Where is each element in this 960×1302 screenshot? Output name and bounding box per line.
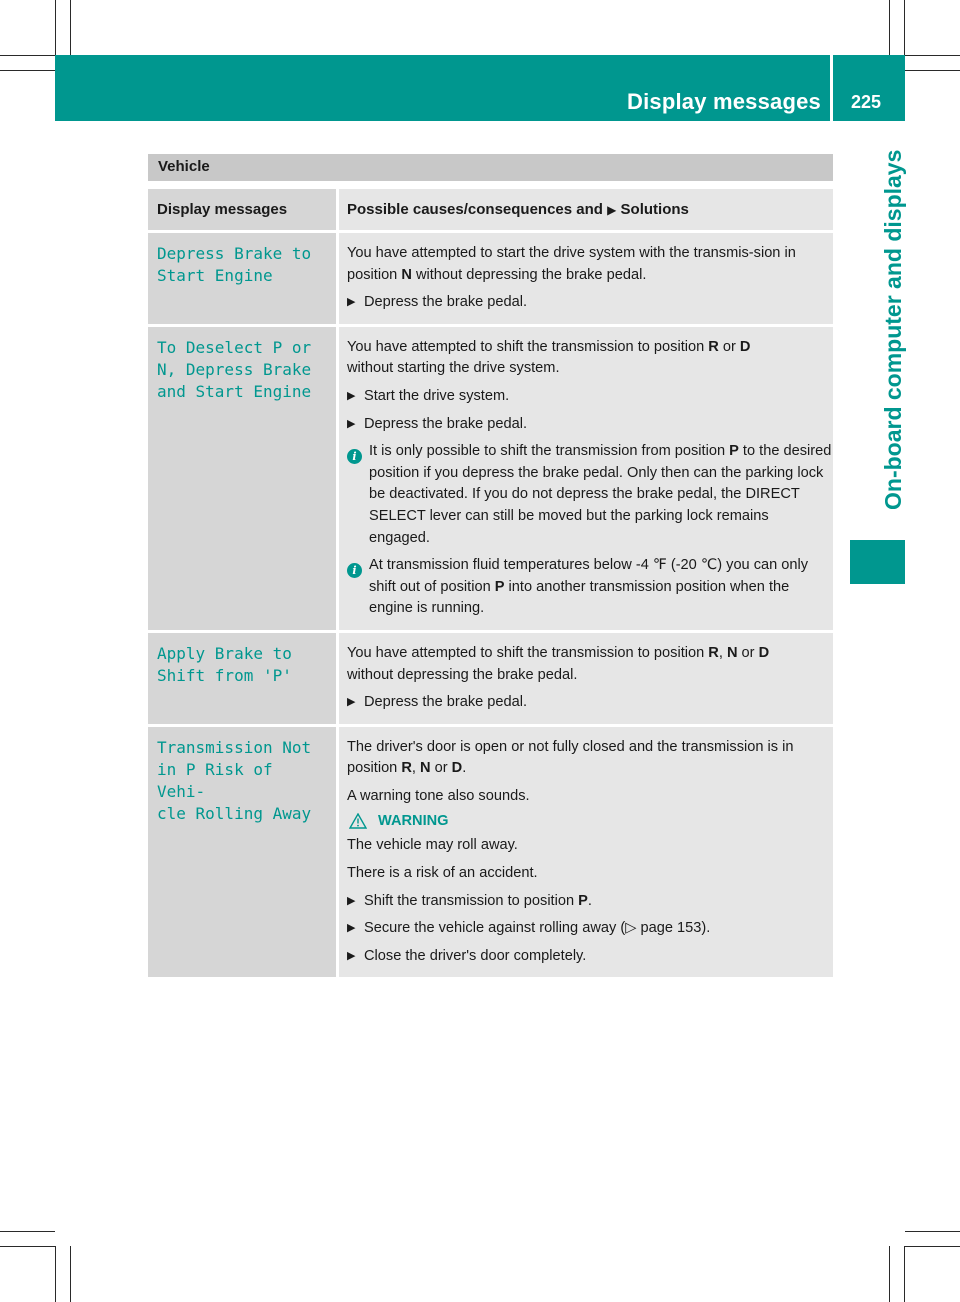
column-header-messages: Display messages	[148, 189, 336, 230]
section-title: Vehicle	[148, 154, 833, 181]
table-row	[148, 724, 833, 978]
arrow-icon: ▶	[347, 949, 356, 962]
crop-mark	[0, 1246, 55, 1247]
crop-mark	[0, 55, 55, 56]
table-header-row	[148, 189, 833, 230]
crop-mark	[70, 0, 71, 55]
crop-mark	[889, 0, 890, 55]
message-solution: You have attempted to shift the transmission to position R or D without starting the drive system. ▶ Start the drive system. ▶ Depress the brake pedal. i It is only possible to shift the transmission from position P to the desired position if you depress the brake pedal. Only then can the parking lock be deactivated. If you do not depress the brake pedal, the DIRECT SELECT lever can still be moved but the parking lock remains engaged. i At transmission fluid temperatures below -4 ℉ (-20 ℃) you can only shift out of position P into another transmission position when the engine is running.	[336, 327, 833, 630]
header-divider	[830, 55, 833, 121]
list-item: ▶ Shift the transmission to position P.	[347, 891, 833, 913]
crop-mark	[70, 1246, 71, 1302]
arrow-icon: ▶	[347, 417, 356, 430]
crop-mark	[905, 55, 960, 56]
page-title: Display messages	[627, 89, 821, 114]
display-message: To Deselect P or N, Depress Brake and Start Engine	[148, 327, 336, 630]
list-item: ▶ Close the driver's door completely.	[347, 946, 833, 968]
warning-heading: WARNING	[347, 813, 833, 829]
info-note: i At transmission fluid temperatures below -4 ℉ (-20 ℃) you can only shift out of position P into another transmission position when the engine is running.	[347, 555, 833, 620]
crop-mark	[904, 1246, 905, 1302]
crop-mark	[0, 70, 55, 71]
crop-mark	[905, 1231, 960, 1232]
list-item: ▶ Depress the brake pedal.	[347, 692, 833, 714]
chapter-tab-label: On-board computer and displays	[880, 149, 906, 510]
warning-triangle-icon	[349, 813, 367, 829]
crop-mark	[905, 70, 960, 71]
column-header-solutions: Possible causes/consequences and ▶ Solutions	[336, 189, 833, 230]
info-note: i It is only possible to shift the transmission from position P to the desired position if you depress the brake pedal. Only then can the parking lock be deactivated. If you do not depress the brake pedal, the DIRECT SELECT lever can still be moved but the parking lock remains engaged.	[347, 441, 833, 549]
display-message: Apply Brake to Shift from 'P'	[148, 633, 336, 724]
page-number: 225	[850, 92, 881, 112]
list-item[interactable]: ▶ Secure the vehicle against rolling away (▷ page 153).	[347, 918, 833, 940]
display-message: Transmission Not in P Risk of Vehi- cle Rolling Away	[148, 727, 336, 978]
crop-mark	[55, 0, 56, 55]
page-header	[55, 55, 905, 121]
arrow-icon: ▶	[347, 696, 356, 709]
crop-mark	[905, 1246, 960, 1247]
info-icon: i	[347, 563, 362, 578]
list-item: ▶ Start the drive system.	[347, 386, 833, 408]
info-icon: i	[347, 449, 362, 464]
message-solution: You have attempted to start the drive system with the transmis-sion in position N without depressing the brake pedal. ▶ Depress the brake pedal.	[336, 233, 833, 324]
arrow-icon: ▶	[347, 894, 356, 907]
list-item: ▶ Depress the brake pedal.	[347, 292, 833, 314]
crop-mark	[55, 1246, 56, 1302]
crop-mark	[889, 1246, 890, 1302]
table-row	[148, 324, 833, 630]
message-solution: The driver's door is open or not fully closed and the transmission is in position R, N or D. A warning tone also sounds. WARNING The vehicle may roll away. There is a risk of an accident. ▶ Shift the transmission to position P. ▶ Secure the vehicle against rolling away (▷ page 153). ▶ Close the driver's door completely.	[336, 727, 833, 978]
arrow-icon: ▶	[347, 922, 356, 935]
arrow-icon: ▶	[347, 389, 356, 402]
message-table	[148, 154, 833, 977]
arrow-icon: ▶	[347, 296, 356, 309]
message-solution: You have attempted to shift the transmission to position R, N or D without depressing the brake pedal. ▶ Depress the brake pedal.	[336, 633, 833, 724]
crop-mark	[904, 0, 905, 55]
crop-mark	[0, 1231, 55, 1232]
list-item: ▶ Depress the brake pedal.	[347, 414, 833, 436]
display-message: Depress Brake to Start Engine	[148, 233, 336, 324]
table-row	[148, 230, 833, 324]
arrow-icon: ▶	[607, 203, 617, 217]
chapter-tab-marker	[850, 540, 905, 584]
table-row	[148, 630, 833, 724]
